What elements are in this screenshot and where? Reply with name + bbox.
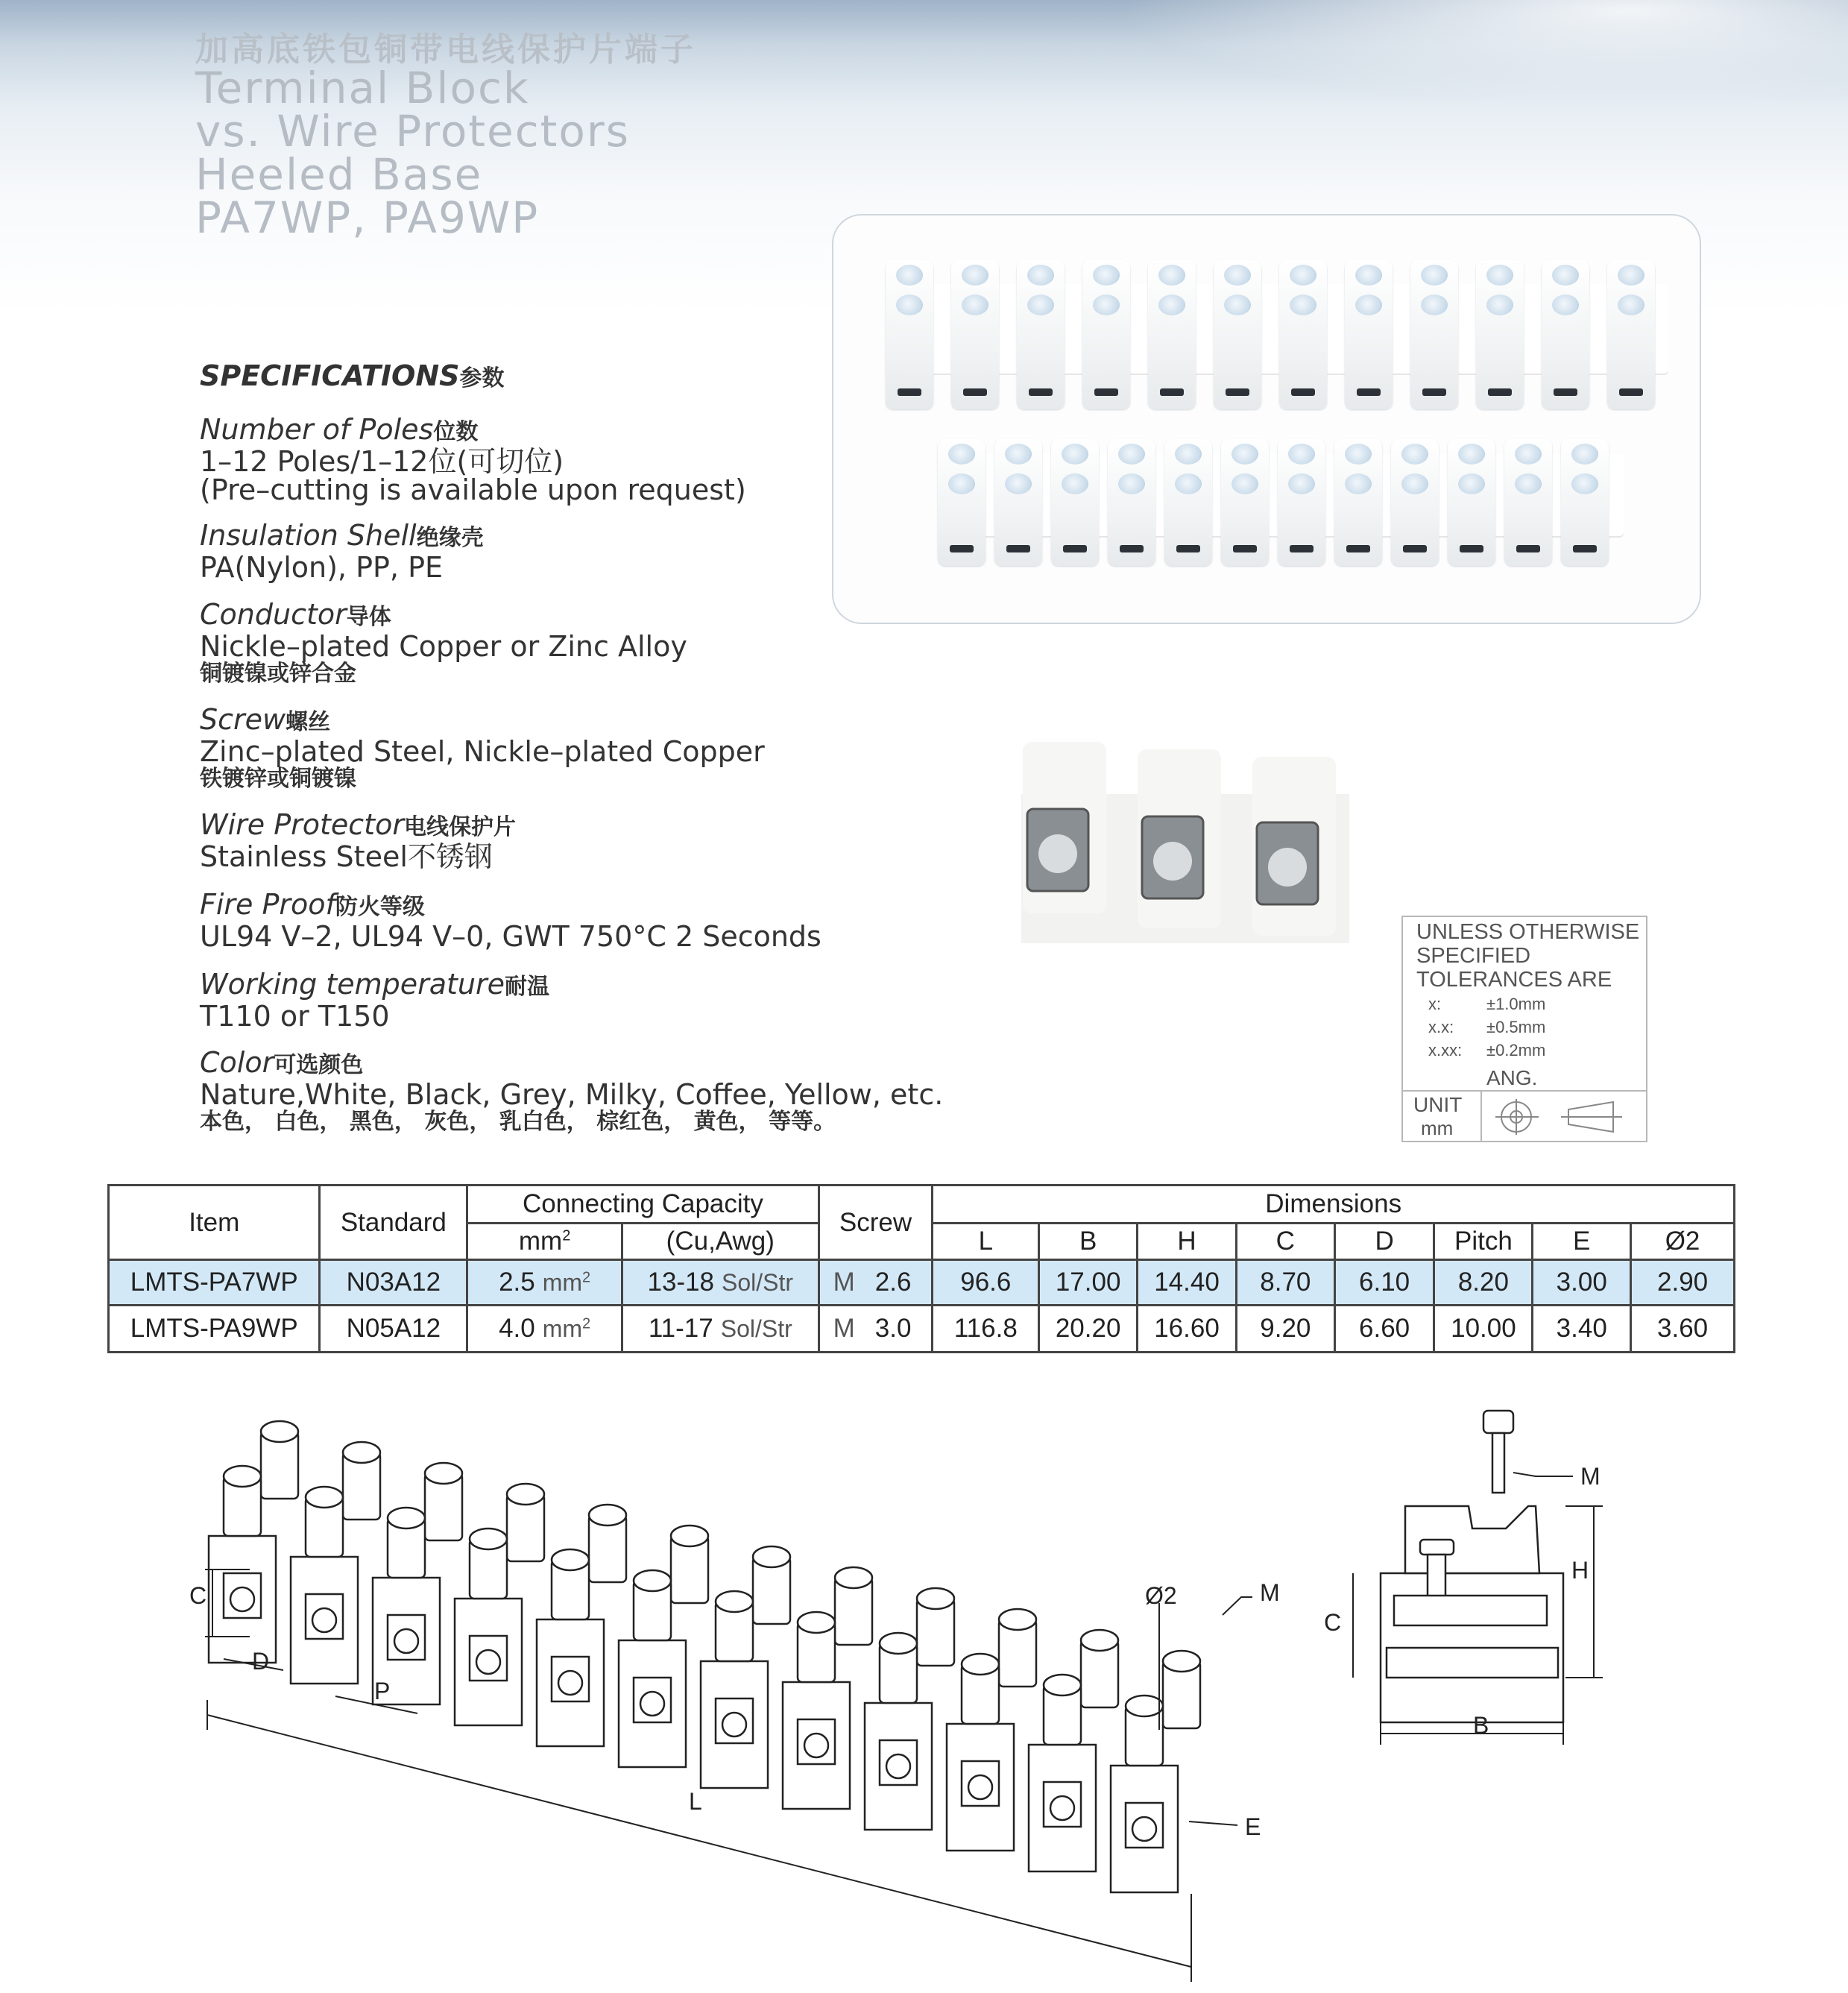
terminal-pole — [1082, 260, 1130, 409]
rear-screw — [917, 1588, 954, 1609]
spec-value: T110 or T150 — [200, 1000, 390, 1033]
terminal-pole — [1221, 439, 1269, 566]
wire-hole — [1050, 1796, 1074, 1820]
wire-slot — [1619, 388, 1643, 396]
spec-value: Zinc–plated Steel, Nickle–plated Copper — [200, 735, 765, 768]
screw-head — [1288, 444, 1315, 465]
wire-slot — [1290, 545, 1314, 552]
screw-head — [1458, 473, 1485, 494]
terminal-pole — [1214, 260, 1261, 409]
wire-hole — [1132, 1817, 1156, 1841]
screw-head — [1290, 265, 1316, 286]
screw-head — [1005, 473, 1032, 494]
terminal-pole — [1148, 260, 1196, 409]
header-item: Item — [109, 1186, 320, 1260]
cell-dim-phi2: 3.60 — [1631, 1306, 1735, 1353]
cell-mm2 — [467, 1260, 622, 1306]
wire-slot — [1554, 388, 1577, 396]
screw-head — [1062, 473, 1088, 494]
cell-awg-unit: Sol/Str — [722, 1269, 794, 1296]
screw-head — [1175, 444, 1202, 465]
cell-awg — [622, 1306, 819, 1353]
cell-dim-b: 17.00 — [1039, 1260, 1138, 1306]
spec-conductor — [200, 599, 687, 687]
tolerance-value: ±1.0mm — [1486, 995, 1546, 1013]
side-label-h: H — [1571, 1557, 1589, 1584]
wire-hole — [804, 1734, 828, 1757]
screw-head — [1486, 265, 1513, 286]
cell-mm2-value: 4.0 — [499, 1314, 535, 1343]
cell-awg-value: 13-18 — [647, 1268, 715, 1297]
rear-screw — [507, 1484, 544, 1505]
spec-value: Stainless Steel不锈钢 — [200, 840, 493, 873]
wire-slot — [1516, 545, 1540, 552]
screw-head — [1288, 473, 1315, 494]
cell-screw-value: 3.0 — [874, 1314, 912, 1343]
title-line-1: Terminal Block — [195, 63, 530, 113]
front-screw — [962, 1654, 999, 1675]
spec-label-cn: 导体 — [346, 604, 391, 630]
table-row — [109, 1306, 1735, 1353]
technical-drawing — [0, 1402, 1848, 1993]
screw-head — [1093, 295, 1120, 315]
screw-head — [1118, 473, 1145, 494]
screw-head — [1093, 265, 1120, 286]
wire-slot — [1120, 545, 1144, 552]
side-label-m: M — [1580, 1463, 1601, 1490]
screw-head — [1401, 444, 1428, 465]
screw-head — [1355, 295, 1382, 315]
cell-dim-e: 3.00 — [1533, 1260, 1631, 1306]
side-label-b: B — [1473, 1712, 1489, 1739]
spec-value: Nickle–plated Copper or Zinc Alloy — [200, 630, 687, 663]
rear-screw — [1081, 1630, 1118, 1651]
spec-label-cn: 防火等级 — [335, 894, 425, 920]
terminal-pole — [1279, 260, 1327, 409]
front-screw — [880, 1633, 917, 1654]
dim-label-p: P — [374, 1678, 391, 1704]
spec-value: UL94 V–2, UL94 V–0, GWT 750°C 2 Seconds — [200, 920, 821, 953]
header-dim-b: B — [1039, 1224, 1138, 1260]
screw-head — [1552, 265, 1579, 286]
front-screw — [1126, 1696, 1163, 1716]
screw-head — [1005, 444, 1032, 465]
screw-head — [1232, 444, 1258, 465]
specifications-heading-cn: 参数 — [459, 365, 505, 391]
spec-label-cn: 位数 — [433, 419, 479, 445]
tolerance-value: ±0.5mm — [1486, 1018, 1546, 1036]
screw-head — [948, 473, 975, 494]
wire-slot — [1160, 388, 1184, 396]
title-chinese: 加高底铁包铜带电线保护片端子 — [195, 31, 696, 69]
screw-head — [1345, 473, 1372, 494]
header-dim-c: C — [1236, 1224, 1334, 1260]
superscript-2: 2 — [582, 1315, 591, 1332]
screw-head — [1062, 444, 1088, 465]
screw-head — [1224, 295, 1251, 315]
terminal-pole — [1108, 439, 1155, 566]
cell-mm2-unit-text: mm — [542, 1315, 583, 1342]
front-screw — [388, 1508, 425, 1528]
cell-dim-d: 6.60 — [1334, 1306, 1434, 1353]
table-row — [109, 1260, 1735, 1306]
tolerance-key: x: — [1428, 995, 1442, 1013]
wire-slot — [1063, 545, 1087, 552]
cell-screw-m: M — [833, 1314, 855, 1343]
cell-dim-h: 16.60 — [1138, 1306, 1237, 1353]
cell-mm2-unit — [543, 1269, 590, 1296]
cell-screw — [819, 1306, 933, 1353]
dim-label-l: L — [689, 1788, 702, 1815]
wire-slot — [1403, 545, 1427, 552]
front-screw — [798, 1612, 835, 1633]
specifications-heading-text: SPECIFICATIONS — [200, 359, 460, 392]
wire-slot — [1176, 545, 1200, 552]
rear-screw — [261, 1421, 298, 1442]
spec-label: Working temperature — [200, 968, 505, 1001]
wire-slot — [1291, 388, 1315, 396]
spec-working-temperature — [200, 968, 549, 1033]
terminal-pole — [951, 260, 999, 409]
projection-symbol-icon — [1494, 1098, 1636, 1136]
wire-slot — [1422, 388, 1446, 396]
spec-label-cn: 可选颜色 — [274, 1052, 364, 1078]
screw-head — [1027, 265, 1054, 286]
title-line-4: PA7WP, PA9WP — [195, 192, 540, 243]
wire-slot — [1573, 545, 1597, 552]
tolerance-line-2: SPECIFIED — [1416, 944, 1531, 968]
terminal-pole — [1561, 439, 1609, 566]
dim-label-c: C — [189, 1582, 207, 1609]
dim-label-phi2: Ø2 — [1145, 1582, 1177, 1609]
wire-slot — [1233, 545, 1257, 552]
tolerance-ang: ANG. — [1486, 1066, 1538, 1089]
screw-head — [1571, 444, 1598, 465]
tolerance-line-3: TOLERANCES ARE — [1416, 968, 1612, 992]
spec-value-cn: 铁镀锌或铜镀镍 — [200, 766, 356, 792]
screw-head — [1118, 444, 1145, 465]
tolerance-key: x.x: — [1428, 1018, 1454, 1036]
screw-head — [1515, 444, 1542, 465]
wire-hole — [312, 1608, 336, 1632]
header-mm2-text: mm — [518, 1227, 563, 1256]
cell-screw-value: 2.6 — [874, 1268, 912, 1297]
terminal-pole — [1278, 439, 1325, 566]
spec-label: Fire Proof — [200, 888, 335, 921]
spec-label: Insulation Shell — [200, 519, 417, 552]
terminal-pole — [1542, 260, 1589, 409]
superscript-2: 2 — [562, 1227, 571, 1244]
front-screw — [224, 1466, 261, 1487]
screw-head — [1618, 265, 1644, 286]
terminal-pole — [1607, 260, 1655, 409]
wire-slot — [1488, 388, 1512, 396]
terminal-pole — [1345, 260, 1393, 409]
spec-label: Color — [200, 1046, 274, 1079]
screw-head — [1515, 473, 1542, 494]
specification-table — [107, 1184, 1735, 1353]
screw-head — [962, 265, 988, 286]
cell-mm2-value: 2.5 — [499, 1268, 535, 1297]
screw-head — [1027, 295, 1054, 315]
screw-head — [1158, 265, 1185, 286]
spec-wire-protector — [200, 810, 516, 871]
wire-hole — [230, 1587, 254, 1611]
screw-head — [896, 265, 923, 286]
front-screw — [552, 1549, 589, 1570]
wire-hole — [394, 1629, 418, 1653]
spec-label: Screw — [200, 703, 286, 736]
rear-screw — [1163, 1651, 1200, 1672]
tolerance-value: ±0.2mm — [1486, 1041, 1546, 1060]
spec-label: Conductor — [200, 598, 347, 631]
front-screw — [306, 1487, 343, 1508]
wire-slot — [1094, 388, 1118, 396]
terminal-pole — [1410, 260, 1458, 409]
header-dim-e: E — [1533, 1224, 1631, 1260]
cell-awg — [622, 1260, 819, 1306]
screw-head — [896, 295, 923, 315]
screw-head — [1552, 295, 1579, 315]
tolerance-key: x.xx: — [1428, 1041, 1463, 1060]
tolerance-unit-label: UNIT — [1413, 1093, 1463, 1116]
header-dim-phi2: Ø2 — [1631, 1224, 1735, 1260]
wire-hole — [968, 1775, 992, 1799]
screw-head — [1175, 473, 1202, 494]
screw-head — [962, 295, 988, 315]
dim-label-d: D — [252, 1648, 270, 1675]
cell-dim-pitch: 8.20 — [1434, 1260, 1533, 1306]
spec-label-cn: 电线保护片 — [403, 814, 516, 840]
cell-dim-pitch: 10.00 — [1434, 1306, 1533, 1353]
screw-head — [1355, 265, 1382, 286]
cell-standard: N05A12 — [320, 1306, 467, 1353]
rear-screw — [835, 1567, 872, 1588]
terminal-pole — [1164, 439, 1212, 566]
cell-dim-h: 14.40 — [1138, 1260, 1237, 1306]
screw-head — [1458, 444, 1485, 465]
side-label-c: C — [1324, 1609, 1342, 1636]
spec-fire-proof — [200, 890, 821, 951]
tolerance-divider — [1480, 1090, 1482, 1141]
front-screw — [716, 1591, 753, 1612]
cell-dim-d: 6.10 — [1334, 1260, 1434, 1306]
screw-head — [948, 444, 975, 465]
wire-hole — [558, 1671, 582, 1695]
rear-screw — [425, 1463, 462, 1484]
screw-head — [1158, 295, 1185, 315]
wire-slot — [1346, 545, 1370, 552]
header-dim-pitch: Pitch — [1434, 1224, 1533, 1260]
spec-screw — [200, 705, 765, 793]
cell-dim-phi2: 2.90 — [1631, 1260, 1735, 1306]
terminal-pole — [1391, 439, 1439, 566]
wire-slot — [1029, 388, 1053, 396]
dim-label-m: M — [1260, 1579, 1280, 1606]
tolerance-divider — [1403, 1090, 1646, 1092]
cell-mm2 — [467, 1306, 622, 1353]
header-awg: (Cu,Awg) — [622, 1224, 819, 1260]
spec-label-cn: 螺丝 — [286, 709, 331, 735]
rear-screw — [671, 1526, 708, 1546]
screw-head — [1345, 444, 1372, 465]
header-dim-h: H — [1138, 1224, 1237, 1260]
wire-slot — [898, 388, 921, 396]
rear-screw — [999, 1609, 1036, 1630]
rear-screw — [343, 1442, 380, 1463]
cell-item: LMTS-PA7WP — [109, 1260, 320, 1306]
spec-poles — [200, 415, 746, 504]
spec-label-cn: 绝缘壳 — [416, 525, 484, 551]
spec-value-cn: 本色， 白色， 黑色， 灰色， 乳白色， 棕红色， 黄色， 等等。 — [200, 1109, 836, 1135]
screw-head — [1618, 295, 1644, 315]
screw-head — [1401, 473, 1428, 494]
spec-value: Nature,White, Black, Grey, Milky, Coffee, Yellow, etc. — [200, 1078, 944, 1111]
cell-mm2-unit — [543, 1315, 590, 1342]
screw-head — [1571, 473, 1598, 494]
wire-hole — [886, 1754, 910, 1778]
terminal-pole — [938, 439, 986, 566]
header-connecting-capacity: Connecting Capacity — [467, 1186, 819, 1224]
cell-standard: N03A12 — [320, 1260, 467, 1306]
front-screw — [634, 1570, 671, 1591]
screw-head — [1290, 295, 1316, 315]
header-dim-d: D — [1334, 1224, 1434, 1260]
wire-slot — [950, 545, 974, 552]
spec-value-note: (Pre–cutting is available upon request) — [200, 473, 746, 506]
terminal-closeup-photo — [1021, 742, 1349, 951]
wire-slot — [963, 388, 987, 396]
screw-head — [1421, 295, 1448, 315]
rear-screw — [589, 1505, 626, 1526]
tolerance-box — [1401, 916, 1647, 1142]
wire-slot — [1460, 545, 1483, 552]
spec-value-cn: 铜镀镍或锌合金 — [200, 661, 356, 687]
cell-screw — [819, 1260, 933, 1306]
cell-dim-e: 3.40 — [1533, 1306, 1631, 1353]
cell-dim-l: 96.6 — [933, 1260, 1039, 1306]
superscript-2: 2 — [582, 1269, 591, 1286]
spec-label: Number of Poles — [200, 413, 434, 446]
cell-awg-unit: Sol/Str — [720, 1315, 792, 1342]
header-standard: Standard — [320, 1186, 467, 1260]
cell-screw-m: M — [833, 1268, 855, 1297]
spec-value: 1–12 Poles/1–12位(可切位) — [200, 445, 564, 478]
spec-label-cn: 耐温 — [504, 974, 549, 1000]
cell-awg-value: 11-17 — [648, 1314, 713, 1343]
screw-head — [1224, 265, 1251, 286]
spec-color — [200, 1048, 943, 1136]
terminal-pole — [886, 260, 933, 409]
specifications-heading — [200, 359, 505, 392]
header-mm2 — [467, 1224, 622, 1260]
front-screw — [470, 1528, 507, 1549]
cell-dim-b: 20.20 — [1039, 1306, 1138, 1353]
header-dim-l: L — [933, 1224, 1039, 1260]
tolerance-line-1: UNLESS OTHERWISE — [1416, 920, 1640, 944]
terminal-pole — [1476, 260, 1524, 409]
terminal-pole — [1448, 439, 1495, 566]
header-dimensions: Dimensions — [933, 1186, 1735, 1224]
wire-slot — [1226, 388, 1249, 396]
terminal-pole — [994, 439, 1042, 566]
wire-hole — [640, 1692, 664, 1716]
title-line-2: vs. Wire Protectors — [195, 106, 630, 157]
tolerance-unit-value: mm — [1421, 1117, 1454, 1139]
title-line-3: Heeled Base — [195, 149, 483, 200]
front-screw — [1044, 1675, 1081, 1696]
wire-hole — [476, 1650, 500, 1674]
spec-label: Wire Protector — [200, 808, 404, 841]
rear-screw — [753, 1546, 790, 1567]
terminal-pole — [1051, 439, 1099, 566]
terminal-pole — [1334, 439, 1382, 566]
dim-label-e: E — [1245, 1813, 1261, 1840]
wire-hole — [722, 1713, 746, 1737]
cell-dim-c: 9.20 — [1236, 1306, 1334, 1353]
spec-insulation — [200, 520, 484, 582]
wire-slot — [1357, 388, 1381, 396]
screw-head — [1421, 265, 1448, 286]
spec-value: PA(Nylon), PP, PE — [200, 551, 444, 584]
terminal-pole — [1504, 439, 1552, 566]
cell-dim-c: 8.70 — [1236, 1260, 1334, 1306]
terminal-pole — [1017, 260, 1065, 409]
cell-item: LMTS-PA9WP — [109, 1306, 320, 1353]
screw-head — [1486, 295, 1513, 315]
header-screw: Screw — [819, 1186, 933, 1260]
wire-slot — [1006, 545, 1030, 552]
screw-head — [1232, 473, 1258, 494]
cell-dim-l: 116.8 — [933, 1306, 1039, 1353]
product-photo-frame — [832, 214, 1701, 624]
cell-mm2-unit-text: mm — [542, 1269, 583, 1296]
